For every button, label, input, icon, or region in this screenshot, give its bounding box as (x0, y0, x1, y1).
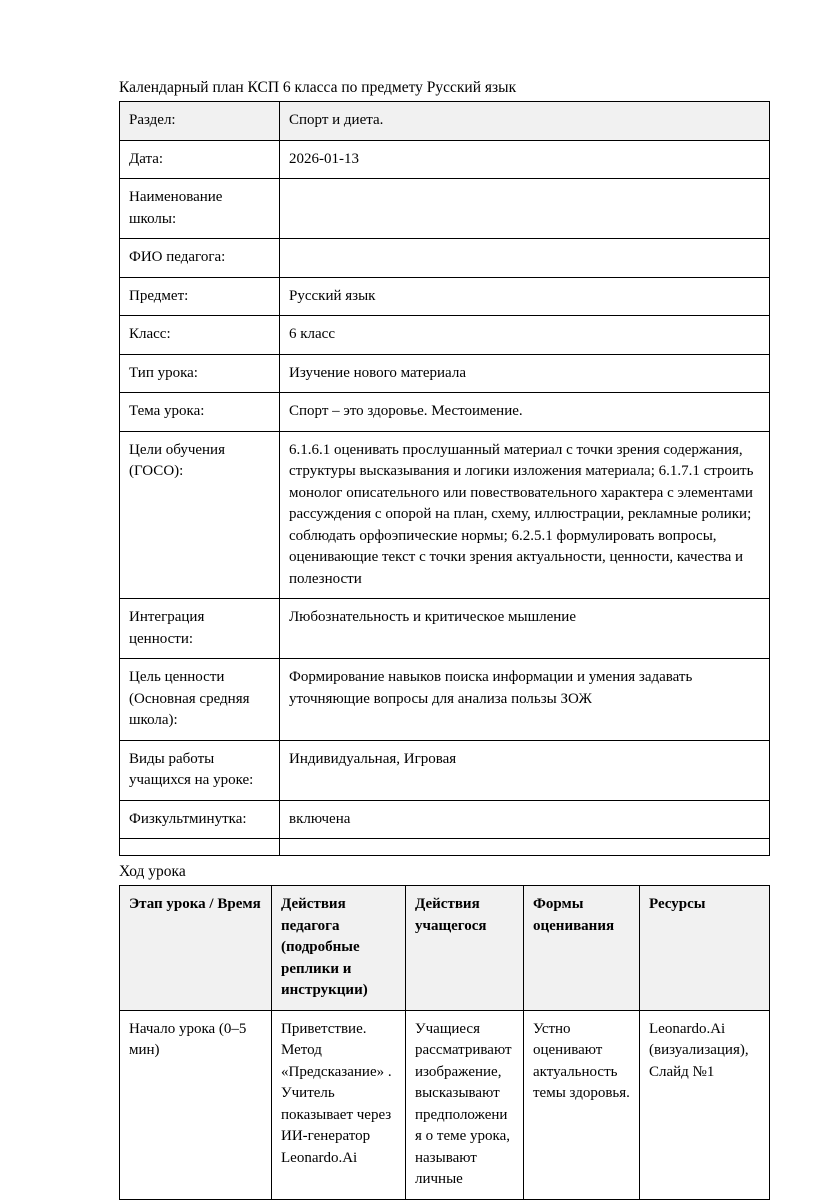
table-row (120, 839, 770, 856)
info-row-label: Цель ценности (Основная средняя школа): (120, 659, 280, 741)
table-row (120, 740, 770, 800)
table-row (120, 599, 770, 659)
table-row (120, 140, 770, 179)
table-row (120, 179, 770, 239)
lesson-info-body (120, 102, 770, 856)
info-row-value: Индивидуальная, Игровая (280, 740, 770, 800)
lesson-flow-head (120, 886, 770, 1011)
info-row-value: 6 класс (280, 316, 770, 355)
table-header-row (120, 886, 770, 1011)
info-row-value: 2026-01-13 (280, 140, 770, 179)
column-header: Действия педагога (подробные реплики и инструкции) (272, 886, 406, 1011)
info-row-value (280, 239, 770, 278)
info-row-value: Спорт – это здоровье. Местоимение. (280, 393, 770, 432)
page-title: Календарный план КСП 6 класса по предмету Русский язык (119, 79, 517, 96)
lesson-flow-label: Ход урока (119, 863, 186, 880)
table-row (120, 800, 770, 839)
column-header: Формы оценивания (524, 886, 640, 1011)
info-row-value: Спорт и диета. (280, 102, 770, 141)
info-row-value (280, 839, 770, 856)
info-row-value (280, 179, 770, 239)
table-row (120, 1010, 770, 1199)
flow-teacher-cell: Приветствие. Метод «Предсказание» . Учитель показывает через ИИ-генератор Leonardo.Ai (272, 1010, 406, 1199)
info-row-label: Цели обучения (ГОСО): (120, 431, 280, 599)
flow-student-cell: Учащиеся рассматривают изображение, высказывают предположения о теме урока, называют личные (406, 1010, 524, 1199)
lesson-info-table (119, 101, 770, 856)
table-row (120, 393, 770, 432)
table-row (120, 316, 770, 355)
info-row-label: Раздел: (120, 102, 280, 141)
flow-resources-cell: Leonardo.Ai (визуализация), Слайд №1 (640, 1010, 770, 1199)
info-row-label: Интеграция ценности: (120, 599, 280, 659)
lesson-flow-table (119, 885, 770, 1200)
column-header: Этап урока / Время (120, 886, 272, 1011)
table-row (120, 239, 770, 278)
table-row (120, 354, 770, 393)
table-row (120, 659, 770, 741)
info-row-value: Формирование навыков поиска информации и умения задавать уточняющие вопросы для анализа пользы ЗОЖ (280, 659, 770, 741)
info-row-label: Наименование школы: (120, 179, 280, 239)
info-row-label: Класс: (120, 316, 280, 355)
lesson-flow-body (120, 1010, 770, 1199)
flow-assessment-cell: Устно оценивают актуальность темы здоровья. (524, 1010, 640, 1199)
table-row (120, 102, 770, 141)
info-row-label: ФИО педагога: (120, 239, 280, 278)
info-row-value: включена (280, 800, 770, 839)
info-row-label: Тип урока: (120, 354, 280, 393)
table-row (120, 431, 770, 599)
info-row-label: Виды работы учащихся на уроке: (120, 740, 280, 800)
info-row-label: Предмет: (120, 277, 280, 316)
column-header: Ресурсы (640, 886, 770, 1011)
info-row-value: Изучение нового материала (280, 354, 770, 393)
info-row-value: 6.1.6.1 оценивать прослушанный материал с точки зрения содержания, структуры высказывания и логики изложения материала; 6.1.7.1 строить монолог описательного или повествовательного характера с элементами рассуждения с опорой на план, схему, иллюстрации, рекламные ролики; соблюдать орфоэпические нормы; 6.2.5.1 формулировать вопросы, оценивающие текст с точки зрения актуальности, ценности, качества и полезности (280, 431, 770, 599)
info-row-value: Любознательность и критическое мышление (280, 599, 770, 659)
table-row (120, 277, 770, 316)
info-row-label: Физкультминутка: (120, 800, 280, 839)
info-row-label: Дата: (120, 140, 280, 179)
column-header: Действия учащегося (406, 886, 524, 1011)
info-row-value: Русский язык (280, 277, 770, 316)
info-row-label (120, 839, 280, 856)
flow-stage-cell: Начало урока (0–5 мин) (120, 1010, 272, 1199)
info-row-label: Тема урока: (120, 393, 280, 432)
